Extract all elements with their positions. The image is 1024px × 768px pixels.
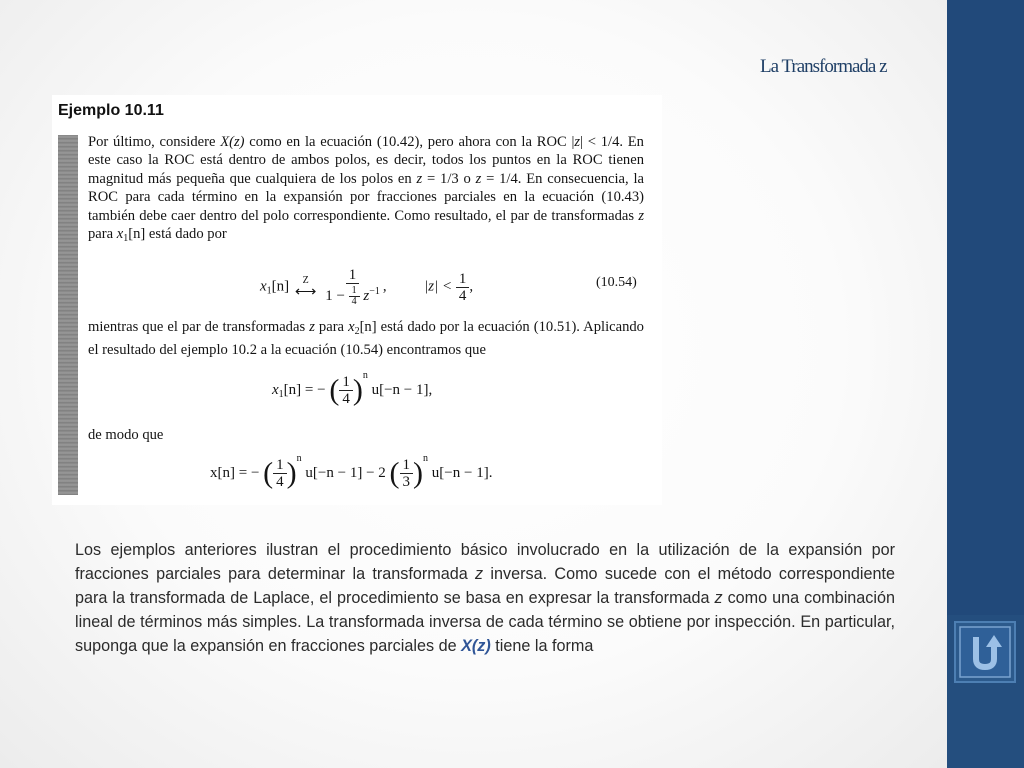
equation-x1: $x_1[n]$ = − ( $\frac{1}{4}$ )$^n$ u[−n − 1],	[272, 370, 433, 408]
excerpt-paragraph-3: de modo que	[88, 427, 164, 443]
slide-title: La Transformada z	[760, 56, 887, 77]
equation-10-54: $x_1[n]$ Z ⟷ 1 1 − $\frac{1}{4}$ $z^{-1}$ , |z| < $\frac{1}{4}$ ,	[260, 267, 474, 308]
equation-x: x[n] = − ( $\frac{1}{4}$ )$^n$ u[−n − 1] − 2 ( $\frac{1}{3}$ )$^n$ u[−n − 1].	[210, 453, 493, 491]
slide-body-text: Los ejemplos anteriores ilustran el procedimiento básico involucrado en la utilización de la expansión por fracciones parciales para determinar la transformada z inversa. Como sucede con el método correspondiente para la transformada de Laplace, el procedimiento se basa en expresar la transformada z como una combinación lineal de términos más simples. La transformada inversa de cada término se obtiene por inspección. En particular, suponga que la expansión en fracciones parciales de X(z) tiene la forma	[75, 541, 895, 655]
excerpt-paragraph-2: mientras que el par de transformadas z para $x_2[n]$ está dado por la ecuación (10.51). Aplicando el resultado del ejemplo 10.2 a la ecuación (10.54) encontramos que	[88, 319, 644, 359]
example-side-bar	[58, 135, 78, 495]
xz-highlight: X(z)	[461, 637, 491, 655]
sidebar-panel	[947, 0, 1024, 615]
return-arrow-icon	[956, 623, 1014, 681]
return-button[interactable]	[954, 621, 1016, 683]
equation-number: (10.54)	[596, 275, 637, 290]
excerpt-paragraph-1: Por último, considere X(z) como en la ecuación (10.42), pero ahora con la ROC |z| < 1/4. En este caso la ROC está dentro de ambos polos, es decir, todos los puntos en la ROC tienen magnitud más pequeña que cualquiera de los polos en z = 1/3 o z = 1/4. En consecuencia, la ROC para cada término en la expansión por fracciones parciales en la ecuación (10.43) también debe caer dentro del polo correspondiente. Como resultado, el par de transformadas z para $x_1[n]$ está dado por	[88, 134, 644, 245]
example-heading: Ejemplo 10.11	[58, 102, 164, 119]
scanned-excerpt	[52, 95, 662, 505]
